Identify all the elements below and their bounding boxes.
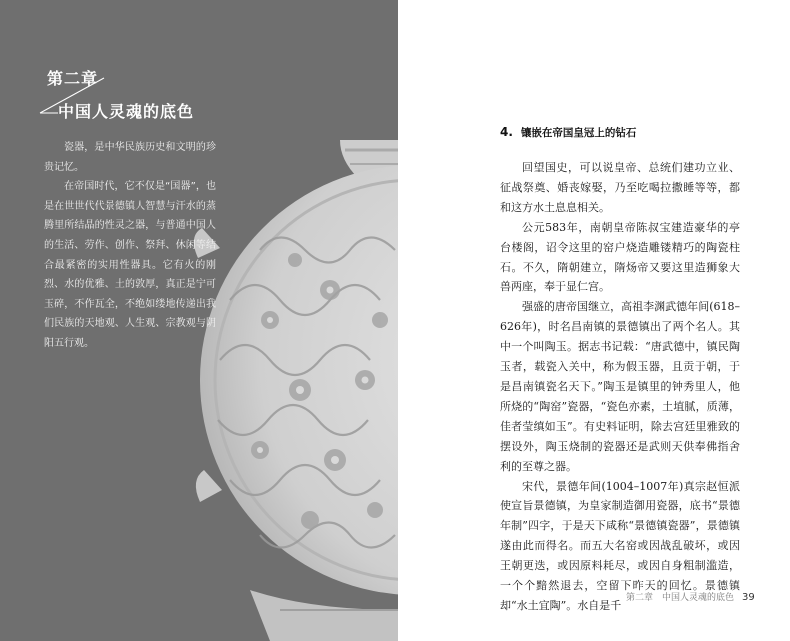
chapter-label: 第二章: [47, 69, 99, 88]
body-paragraph: 公元583年，南朝皇帝陈叔宝建造豪华的亭台楼阁，诏令这里的窑户烧造雕镂精巧的陶瓷柱石。不久，隋朝建立，隋炀帝又要这里造狮象大兽两座，奉于显仁宫。: [500, 220, 740, 294]
intro-paragraph: 在帝国时代，它不仅是“国器”，也是在世世代代景德镇人智慧与汗水的蒸腾里所结晶的性灵之器，与普通中国人的生活、劳作、创作、祭拜、休闲等结合最紧密的实用性器具。它有火的刚烈、水的优雅、土的敦厚，真正是宁可玉碎，不作瓦全，不绝如缕地传递出我们民族的天地观、人生观、宗教观与阴阳五行观。: [44, 181, 216, 349]
body-text: [500, 158, 740, 616]
chapter-title: 中国人灵魂的底色: [58, 102, 195, 121]
section-number: 4.: [500, 125, 513, 139]
right-page: [398, 0, 790, 641]
chapter-intro: [44, 138, 216, 354]
section-title: 镶嵌在帝国皇冠上的钻石: [520, 127, 637, 139]
porcelain-flask-photo: [190, 140, 398, 641]
running-head: 第二章 中国人灵魂的底色: [626, 593, 735, 603]
intro-paragraph: 瓷器，是中华民族历史和文明的珍贵记忆。: [44, 142, 216, 173]
body-paragraph: 强盛的唐帝国继立，高祖李渊武德年间(618–626年)，时名昌南镇的景德镇出了两个名人。其中一个叫陶玉。据志书记载：“唐武德中，镇民陶玉者，载瓷入关中，称为假玉器，且贡于朝，于是昌南镇瓷名天下。”陶玉是镇里的钟秀里人，他所烧的“陶窑”瓷器，“瓷色亦素，土埴腻，质薄，佳者莹缜如玉”。有史料证明，除去宫廷里雅致的摆设外，陶玉烧制的瓷器还是武则天供奉佛指舍利的至尊之器。: [500, 300, 740, 473]
section-heading: [500, 125, 636, 140]
body-paragraph: 宋代，景德年间(1004–1007年)真宗赵恒派使宣旨景德镇，为皇家制造御用瓷器，底书“景德年制”四字，于是天下咸称“景德镇瓷器”，景德镇遂由此而得名。而五大名窑或因战乱破坏，或因王朝更迭，或因原料耗尽，或因自身粗制滥造，一个个黯然退去，空留下昨天的回忆。景德镇却“水土宜陶”。水自是千: [500, 479, 740, 612]
page-number: 39: [742, 592, 755, 603]
body-paragraph: 回望国史，可以说皇帝、总统们建功立业、征战祭奠、婚丧嫁娶，乃至吃喝拉撒睡等等，都和这方水土息息相关。: [500, 161, 740, 214]
page-footer: [626, 590, 755, 603]
